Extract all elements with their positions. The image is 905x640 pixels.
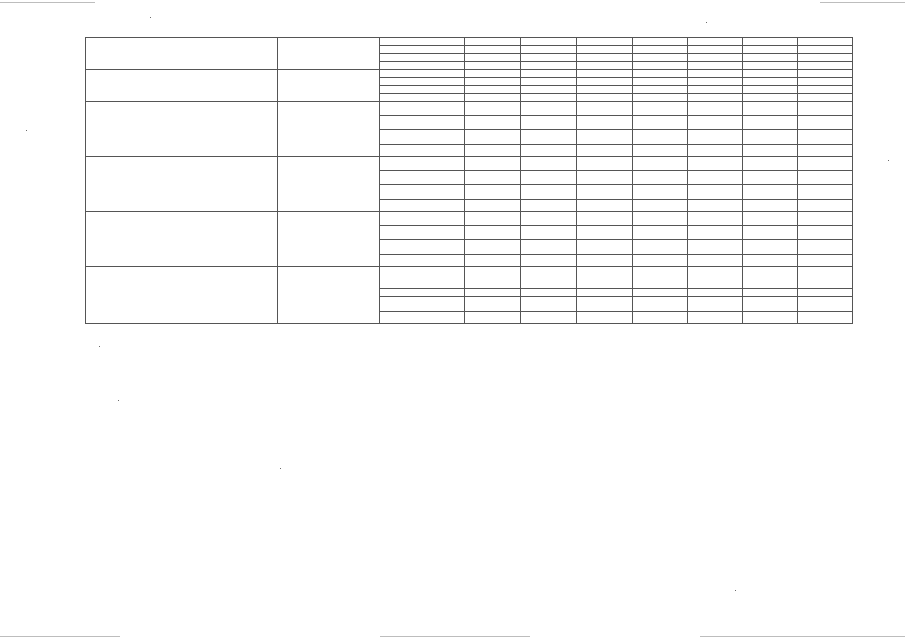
amount-cell: [743, 297, 798, 312]
amount-cell: [465, 171, 521, 185]
amount-cell: [577, 46, 633, 54]
amount-cell: [688, 70, 743, 78]
amount-cell: [743, 240, 798, 255]
amount-cell: [798, 94, 853, 102]
responsible-executor: [278, 102, 380, 157]
amount-cell: [521, 240, 577, 255]
amount-cell: [577, 157, 633, 171]
amount-cell: [633, 226, 688, 240]
amount-cell: [743, 86, 798, 94]
amount-cell: [798, 116, 853, 130]
amount-cell: [743, 200, 798, 212]
amount-cell: [633, 212, 688, 226]
amount-cell: [798, 240, 853, 255]
amount-cell: [798, 46, 853, 54]
amount-cell: [688, 130, 743, 145]
funding-source-label: [380, 240, 465, 255]
amount-cell: [577, 54, 633, 62]
program-item-description: [86, 102, 278, 157]
amount-cell: [743, 78, 798, 86]
amount-cell: [465, 46, 521, 54]
amount-cell: [465, 200, 521, 212]
amount-cell: [465, 185, 521, 200]
amount-cell: [688, 240, 743, 255]
amount-cell: [688, 312, 743, 324]
amount-cell: [633, 240, 688, 255]
amount-cell: [743, 267, 798, 289]
amount-cell: [743, 130, 798, 145]
scan-speck: [888, 160, 889, 161]
amount-cell: [743, 38, 798, 46]
scan-edge-bottom-mid: [380, 636, 530, 637]
amount-cell: [633, 38, 688, 46]
amount-cell: [798, 157, 853, 171]
scan-edge-bottom-right: [700, 636, 905, 637]
amount-cell: [743, 116, 798, 130]
amount-cell: [633, 255, 688, 267]
amount-cell: [688, 226, 743, 240]
amount-cell: [465, 157, 521, 171]
scan-edge-bottom-left: [0, 636, 120, 637]
funding-source-label: [380, 46, 465, 54]
amount-cell: [688, 54, 743, 62]
amount-cell: [577, 78, 633, 86]
amount-cell: [521, 312, 577, 324]
amount-cell: [465, 145, 521, 157]
table-row: [86, 212, 853, 226]
funding-source-label: [380, 130, 465, 145]
funding-source-label: [380, 145, 465, 157]
amount-cell: [465, 226, 521, 240]
amount-cell: [521, 289, 577, 297]
amount-cell: [465, 267, 521, 289]
scan-speck: [706, 22, 707, 23]
amount-cell: [743, 255, 798, 267]
amount-cell: [577, 116, 633, 130]
amount-cell: [577, 70, 633, 78]
amount-cell: [465, 38, 521, 46]
amount-cell: [521, 157, 577, 171]
responsible-executor: [278, 212, 380, 267]
amount-cell: [465, 70, 521, 78]
amount-cell: [798, 212, 853, 226]
amount-cell: [633, 130, 688, 145]
amount-cell: [521, 200, 577, 212]
amount-cell: [521, 212, 577, 226]
amount-cell: [577, 255, 633, 267]
program-item-description: [86, 70, 278, 102]
amount-cell: [688, 78, 743, 86]
amount-cell: [798, 226, 853, 240]
amount-cell: [577, 226, 633, 240]
funding-source-label: [380, 312, 465, 324]
funding-source-label: [380, 255, 465, 267]
amount-cell: [577, 240, 633, 255]
amount-cell: [521, 297, 577, 312]
amount-cell: [577, 289, 633, 297]
amount-cell: [633, 157, 688, 171]
amount-cell: [521, 255, 577, 267]
amount-cell: [633, 145, 688, 157]
table-row: [86, 70, 853, 78]
amount-cell: [465, 312, 521, 324]
amount-cell: [465, 102, 521, 116]
amount-cell: [521, 102, 577, 116]
amount-cell: [633, 289, 688, 297]
amount-cell: [743, 54, 798, 62]
amount-cell: [521, 145, 577, 157]
amount-cell: [798, 145, 853, 157]
amount-cell: [743, 94, 798, 102]
amount-cell: [577, 38, 633, 46]
table-row: [86, 267, 853, 289]
amount-cell: [633, 312, 688, 324]
program-item-description: [86, 38, 278, 70]
amount-cell: [688, 255, 743, 267]
amount-cell: [688, 185, 743, 200]
program-item-description: [86, 267, 278, 324]
amount-cell: [688, 267, 743, 289]
amount-cell: [633, 200, 688, 212]
amount-cell: [798, 62, 853, 70]
funding-source-label: [380, 171, 465, 185]
funding-source-label: [380, 116, 465, 130]
funding-source-label: [380, 70, 465, 78]
amount-cell: [798, 54, 853, 62]
amount-cell: [521, 116, 577, 130]
amount-cell: [688, 297, 743, 312]
amount-cell: [465, 62, 521, 70]
amount-cell: [577, 171, 633, 185]
funding-source-label: [380, 102, 465, 116]
funding-source-label: [380, 86, 465, 94]
amount-cell: [577, 145, 633, 157]
amount-cell: [743, 226, 798, 240]
scan-speck: [26, 130, 27, 131]
amount-cell: [743, 157, 798, 171]
amount-cell: [521, 46, 577, 54]
amount-cell: [465, 240, 521, 255]
amount-cell: [688, 200, 743, 212]
amount-cell: [465, 255, 521, 267]
scan-speck: [280, 468, 281, 469]
amount-cell: [743, 171, 798, 185]
amount-cell: [688, 289, 743, 297]
amount-cell: [633, 78, 688, 86]
amount-cell: [465, 116, 521, 130]
amount-cell: [743, 212, 798, 226]
financing-table: [85, 37, 853, 324]
program-item-description: [86, 157, 278, 212]
scan-speck: [735, 590, 736, 591]
amount-cell: [465, 78, 521, 86]
amount-cell: [688, 116, 743, 130]
amount-cell: [798, 171, 853, 185]
responsible-executor: [278, 70, 380, 102]
amount-cell: [688, 212, 743, 226]
amount-cell: [521, 38, 577, 46]
amount-cell: [798, 86, 853, 94]
amount-cell: [688, 38, 743, 46]
amount-cell: [798, 78, 853, 86]
funding-source-label: [380, 185, 465, 200]
table-row: [86, 102, 853, 116]
scan-edge-top-right: [820, 2, 905, 3]
amount-cell: [465, 297, 521, 312]
amount-cell: [633, 185, 688, 200]
funding-source-label: [380, 289, 465, 297]
amount-cell: [465, 289, 521, 297]
amount-cell: [798, 185, 853, 200]
funding-source-label: [380, 267, 465, 289]
funding-source-label: [380, 62, 465, 70]
amount-cell: [633, 94, 688, 102]
amount-cell: [577, 130, 633, 145]
amount-cell: [743, 185, 798, 200]
amount-cell: [743, 289, 798, 297]
scan-speck: [99, 346, 100, 347]
scan-speck: [118, 400, 119, 401]
amount-cell: [798, 38, 853, 46]
amount-cell: [465, 130, 521, 145]
amount-cell: [577, 102, 633, 116]
amount-cell: [633, 297, 688, 312]
amount-cell: [577, 200, 633, 212]
funding-source-label: [380, 94, 465, 102]
responsible-executor: [278, 157, 380, 212]
amount-cell: [465, 212, 521, 226]
amount-cell: [577, 267, 633, 289]
amount-cell: [743, 145, 798, 157]
amount-cell: [688, 62, 743, 70]
amount-cell: [577, 94, 633, 102]
funding-source-label: [380, 157, 465, 171]
scan-edge-top-left: [0, 2, 95, 3]
amount-cell: [688, 145, 743, 157]
amount-cell: [688, 46, 743, 54]
amount-cell: [521, 130, 577, 145]
table-row: [86, 38, 853, 46]
amount-cell: [688, 157, 743, 171]
amount-cell: [688, 94, 743, 102]
responsible-executor: [278, 38, 380, 70]
amount-cell: [521, 86, 577, 94]
funding-source-label: [380, 78, 465, 86]
responsible-executor: [278, 267, 380, 324]
amount-cell: [798, 297, 853, 312]
funding-source-label: [380, 297, 465, 312]
amount-cell: [798, 289, 853, 297]
amount-cell: [521, 94, 577, 102]
amount-cell: [521, 226, 577, 240]
amount-cell: [633, 62, 688, 70]
table-row: [86, 157, 853, 171]
amount-cell: [521, 171, 577, 185]
amount-cell: [577, 62, 633, 70]
amount-cell: [465, 86, 521, 94]
funding-source-label: [380, 212, 465, 226]
amount-cell: [798, 312, 853, 324]
amount-cell: [633, 86, 688, 94]
amount-cell: [688, 86, 743, 94]
amount-cell: [798, 130, 853, 145]
amount-cell: [465, 54, 521, 62]
amount-cell: [633, 171, 688, 185]
amount-cell: [743, 62, 798, 70]
amount-cell: [798, 255, 853, 267]
amount-cell: [743, 102, 798, 116]
amount-cell: [577, 86, 633, 94]
program-item-description: [86, 212, 278, 267]
amount-cell: [521, 185, 577, 200]
amount-cell: [521, 54, 577, 62]
amount-cell: [743, 46, 798, 54]
amount-cell: [521, 70, 577, 78]
amount-cell: [633, 46, 688, 54]
amount-cell: [688, 102, 743, 116]
amount-cell: [577, 185, 633, 200]
amount-cell: [521, 78, 577, 86]
scan-speck: [150, 17, 151, 18]
amount-cell: [798, 102, 853, 116]
funding-source-label: [380, 54, 465, 62]
amount-cell: [633, 116, 688, 130]
amount-cell: [688, 171, 743, 185]
amount-cell: [743, 70, 798, 78]
funding-source-label: [380, 38, 465, 46]
funding-source-label: [380, 200, 465, 212]
amount-cell: [465, 94, 521, 102]
amount-cell: [521, 62, 577, 70]
amount-cell: [798, 200, 853, 212]
amount-cell: [521, 267, 577, 289]
amount-cell: [577, 297, 633, 312]
amount-cell: [633, 102, 688, 116]
funding-source-label: [380, 226, 465, 240]
amount-cell: [798, 267, 853, 289]
amount-cell: [577, 312, 633, 324]
amount-cell: [798, 70, 853, 78]
amount-cell: [743, 312, 798, 324]
amount-cell: [633, 54, 688, 62]
amount-cell: [633, 70, 688, 78]
amount-cell: [633, 267, 688, 289]
amount-cell: [577, 212, 633, 226]
